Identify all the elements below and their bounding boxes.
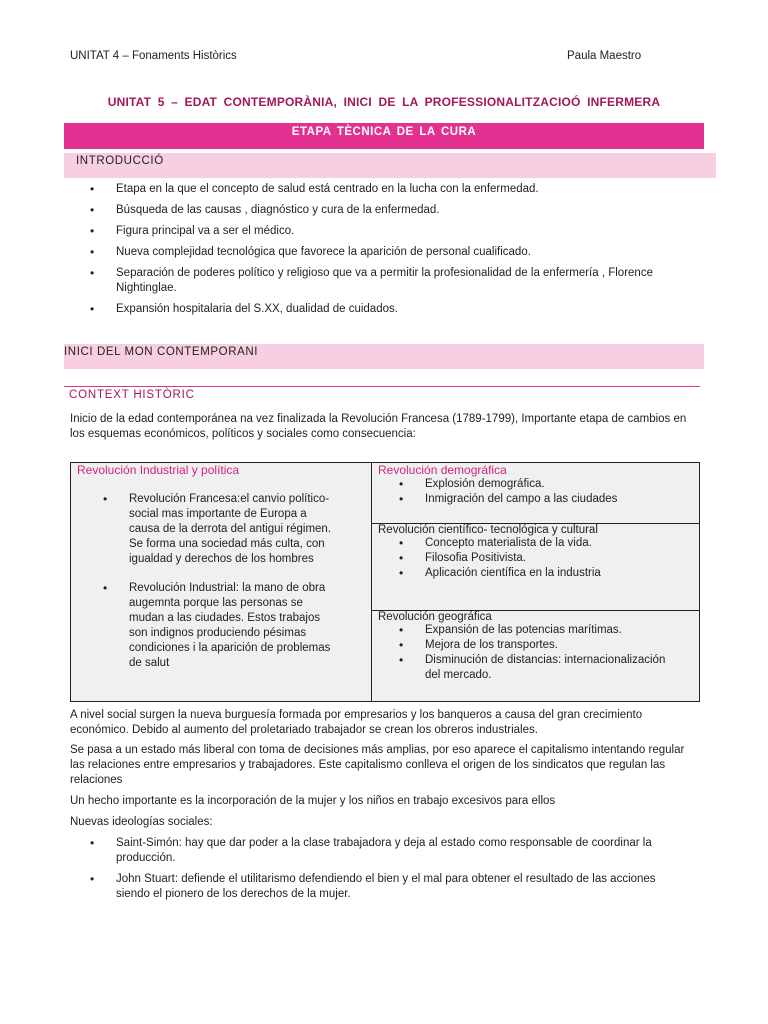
list-item: • Saint-Simón: hay que dar poder a la clase trabajadora y deja al estado como responsable de coordinar la producción. (90, 836, 690, 866)
page-title: UNITAT 5 – EDAT CONTEMPORÀNIA, INICI DE LA PROFESSIONALITZACIOÓ INFERMERA (107, 95, 661, 109)
intro-heading: INTRODUCCIÓ (76, 155, 164, 167)
cientifica-heading: Revolución científico- tecnológica y cultural (378, 524, 598, 536)
list-item: • Búsqueda de las causas , diagnóstico y cura de la enfermedad. (90, 203, 680, 218)
mon-band (64, 344, 704, 369)
table-cell-cientifica (371, 523, 700, 611)
header-unit: UNITAT 4 – Fonaments Històrics (70, 50, 237, 62)
list-item: • Figura principal va a ser el médico. (90, 224, 680, 239)
list-item: • John Stuart: defiende el utilitarismo defendiendo el bien y el mal para obtener el resultado de las acciones siendo el pionero de los derechos de la mujer. (90, 872, 690, 902)
list-item: • Aplicación científica en la industria (399, 566, 699, 581)
paragraph-burguesia: A nivel social surgen la nueva burguesía formada por empresarios y los banqueros a causa del gran crecimiento económico. Debido al aumento del proletariado trabajador se crean los obreros industriales. (70, 709, 643, 736)
list-item: • Separación de poderes político y religioso que va a permitir la profesionalidad de la enfermería , Florence Nightinglae. (90, 266, 680, 296)
context-divider (64, 386, 700, 387)
list-item: • Concepto materialista de la vida. (399, 536, 699, 551)
intro-list (90, 182, 680, 323)
table-cell-industrial (70, 462, 372, 702)
table-cell-geografica (371, 610, 700, 702)
list-item: • Expansión de las potencias marítimas. (399, 623, 669, 638)
paragraph-capitalismo: Se pasa a un estado más liberal con toma de decisiones más amplias, por eso aparece el capitalismo intentando regular las relaciones entre empresarios y trabajadores. Este capitalismo conlleva el origen de los sindicatos que regulan las relaciones (70, 744, 685, 786)
list-item: • Revolución Industrial: la mano de obra augemnta porque las personas se mudan a las ciudades. Estos trabajos son indignos produciendo pésimas condiciones i la aparición de problemas de salut (103, 581, 331, 671)
industrial-heading: Revolución Industrial y política (77, 463, 240, 477)
list-item: • Explosión demográfica. (399, 477, 699, 492)
demografica-heading: Revolución demográfica (378, 463, 507, 477)
ideologies-list (90, 836, 690, 908)
context-intro: Inicio de la edad contemporánea na vez finalizada la Revolución Francesa (1789-1799), Importante etapa de cambios en los esquemas económicos, políticos y sociales como consecuencia: (70, 413, 687, 440)
list-item: • Nueva complejidad tecnológica que favorece la aparición de personal cualificado. (90, 245, 680, 260)
mon-heading: INICI DEL MON CONTEMPORANI (64, 346, 259, 358)
list-item: • Expansión hospitalaria del S.XX, dualidad de cuidados. (90, 302, 680, 317)
geografica-heading: Revolución geográfica (378, 611, 492, 623)
header-author: Paula Maestro (567, 50, 642, 62)
geografica-list (399, 623, 669, 683)
paragraph-mujer: Un hecho importante es la incorporación de la mujer y los niños en trabajo excesivos para ellos (70, 795, 556, 807)
context-heading: CONTEXT HISTÒRIC (69, 389, 195, 401)
list-item: • Mejora de los transportes. (399, 638, 669, 653)
list-item: • Revolución Francesa:el canvio político-social mas importante de Europa a causa de la derrota del antigui régimen. Se forma una sociedad más culta, con igualdad y derechos de los hombres (103, 492, 331, 567)
table-cell-demografica (371, 462, 700, 524)
industrial-list (103, 492, 331, 671)
list-item: • Filosofia Positivista. (399, 551, 699, 566)
demografica-list (399, 477, 699, 507)
cientifica-list (399, 536, 699, 581)
intro-band (64, 153, 716, 178)
list-item: • Inmigración del campo a las ciudades (399, 492, 699, 507)
section-bar: ETAPA TÈCNICA DE LA CURA (64, 123, 704, 149)
paragraph-ideologias: Nuevas ideologías sociales: (70, 816, 213, 828)
list-item: • Etapa en la que el concepto de salud está centrado en la lucha con la enfermedad. (90, 182, 680, 197)
list-item: • Disminución de distancias: internacionalización del mercado. (399, 653, 669, 683)
